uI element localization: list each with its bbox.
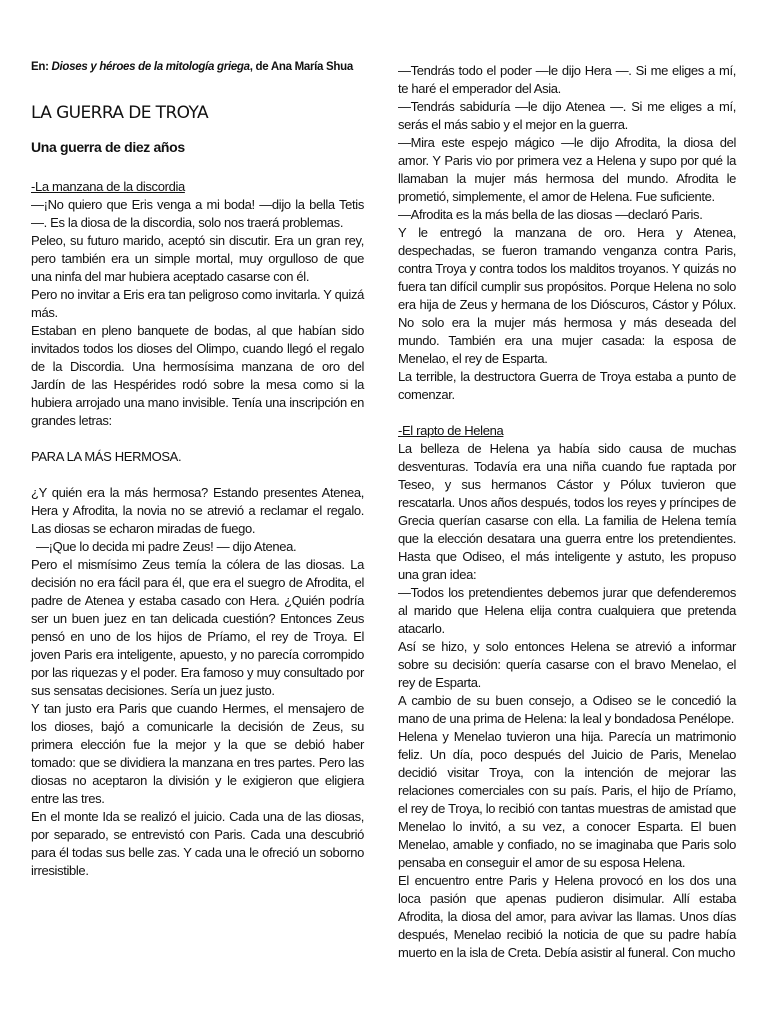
paragraph: —¡No quiero que Eris venga a mi boda! —dijo la bella Tetis—. Es la diosa de la discordia, solo nos traerá problemas.: [31, 197, 364, 230]
source-author: , de Ana María Shua: [249, 61, 353, 73]
paragraph: La terrible, la destructora Guerra de Troya estaba a punto de comenzar.: [398, 369, 736, 402]
paragraph: A cambio de su buen consejo, a Odiseo se le concedió la mano de una prima de Helena: la leal y bondadosa Penélope.: [398, 693, 736, 726]
paragraph: Y le entregó la manzana de oro. Hera y Atenea, despechadas, se fueron tramando venganza contra Paris, contra Troya y contra todos los malditos troyanos. Y quizás no fuera tan difícil cumplir sus propósitos. Porque Helena no solo era hija de Zeus y hermana de los Dióscuros, Cástor y Pólux. No solo era la mujer más hermosa y más deseada del mundo. También era una mujer casada: la esposa de Menelao, el rey de Esparta.: [398, 225, 736, 366]
paragraph: —Afrodita es la más bella de las diosas —declaró Paris.: [398, 207, 703, 222]
inscription: PARA LA MÁS HERMOSA.: [31, 449, 182, 464]
paragraph: —Tendrás todo el poder —le dijo Hera —. Si me eliges a mí, te haré el emperador del Asia.: [398, 63, 736, 96]
section-heading-rapto: -El rapto de Helena: [398, 423, 504, 438]
paragraph: Pero no invitar a Eris era tan peligroso como invitarla. Y quizá más.: [31, 287, 364, 320]
source-book-title: Dioses y héroes de la mitología griega: [51, 61, 250, 73]
paragraph: —Mira este espejo mágico —le dijo Afrodita, la diosa del amor. Y Paris vio por primera vez a Helena y supo por qué la llamaban la mujer más hermosa del mundo. Afrodita le prometió, simplemente, el amor de Helena. Fue suficiente.: [398, 135, 736, 204]
subtitle: Una guerra de diez años: [31, 139, 185, 155]
paragraph: Helena y Menelao tuvieron una hija. Parecía un matrimonio feliz. Un día, poco después del Juicio de Paris, Menelao decidió visitar Troya, con la intención de mejorar las relaciones comerciales con su país. Paris, el hijo de Príamo, el rey de Troya, lo recibió con tantas muestras de amistad que Menelao lo invitó, a su vez, a conocer Esparta. El buen Menelao, amable y confiado, no se imaginaba que Paris solo pensaba en conseguir el amor de su esposa Helena.: [398, 729, 736, 870]
paragraph: La belleza de Helena ya había sido causa de muchas desventuras. Todavía era una niña cuando fue raptada por Teseo, y sus hermanos Cástor y Pólux tuvieron que rescatarla. Unos años después, todos los reyes y príncipes de Grecia querían casarse con ella. La familia de Helena temía que la elección desatara una guerra entre los pretendientes. Hasta que Odiseo, el más inteligente y astuto, les propuso una gran idea:: [398, 441, 736, 582]
paragraph: Así se hizo, y solo entonces Helena se atrevió a informar sobre su decisión: quería casarse con el bravo Menelao, el rey de Esparta.: [398, 639, 736, 690]
paragraph: Peleo, su futuro marido, aceptó sin discutir. Era un gran rey, pero también era un simple mortal, muy orgulloso de que una ninfa del mar hubiera aceptado casarse con él.: [31, 233, 364, 284]
paragraph: ¿Y quién era la más hermosa? Estando presentes Atenea, Hera y Afrodita, la novia no se atrevió a reclamar el regalo. Las diosas se echaron miradas de fuego.: [31, 485, 364, 536]
paragraph: El encuentro entre Paris y Helena provocó en los dos una loca pasión que apenas pudieron disimular. Allí estaba Afrodita, la diosa del amor, para avivar las llamas. Unos días después, Menelao recibió la noticia de que su padre había muerto en la isla de Creta. Debía asistir al funeral. Con mucho: [398, 873, 736, 960]
right-column: [398, 62, 736, 962]
page-title: LA GUERRA DE TROYA: [31, 103, 208, 123]
left-column: [31, 58, 364, 880]
paragraph: —Tendrás sabiduría —le dijo Atenea —. Si me eliges a mí, serás el más sabio y el mejor en la guerra.: [398, 99, 736, 132]
paragraph: Pero el mismísimo Zeus temía la cólera de las diosas. La decisión no era fácil para él, que era el suegro de Afrodita, el padre de Atenea y estaba casado con Hera. ¿Quién podría ser un buen juez en tan delicada cuestión? Entonces Zeus pensó en uno de los hijos de Príamo, el rey de Troya. El joven Paris era inteligente, apuesto, y no parecía corrompido por las riquezas y el poder. Era famoso y muy consultado por sus sensatas decisiones. Sería un juez justo.: [31, 557, 364, 698]
source-line: [31, 58, 364, 76]
paragraph: —Todos los pretendientes debemos jurar que defenderemos al marido que Helena elija contra cualquiera que pretenda atacarlo.: [398, 585, 736, 636]
section-heading-manzana: -La manzana de la discordia: [31, 179, 185, 194]
paragraph: Estaban en pleno banquete de bodas, al que habían sido invitados todos los dioses del Olimpo, cuando llegó el regalo de la Discordia. Una hermosísima manzana de oro del Jardín de las Hespérides rodó sobre la mesa como si la hubiera arrojado una mano invisible. Tenía una inscripción en grandes letras:: [31, 323, 364, 428]
paragraph: En el monte Ida se realizó el juicio. Cada una de las diosas, por separado, se entrevistó con Paris. Cada una descubrió para él todas sus belle zas. Y cada una le ofreció un soborno irresistible.: [31, 809, 364, 878]
source-prefix: En:: [31, 61, 52, 73]
paragraph: Y tan justo era Paris que cuando Hermes, el mensajero de los dioses, bajó a comunicarle la decisión de Zeus, su primera elección fue la mejor y la que se debió haber tomado: que se dividiera la manzana en tres partes. Pero las diosas no aceptaron la división y le exigieron que eligiera entre las tres.: [31, 701, 364, 806]
paragraph: —¡Que lo decida mi padre Zeus! — dijo Atenea.: [36, 539, 297, 554]
